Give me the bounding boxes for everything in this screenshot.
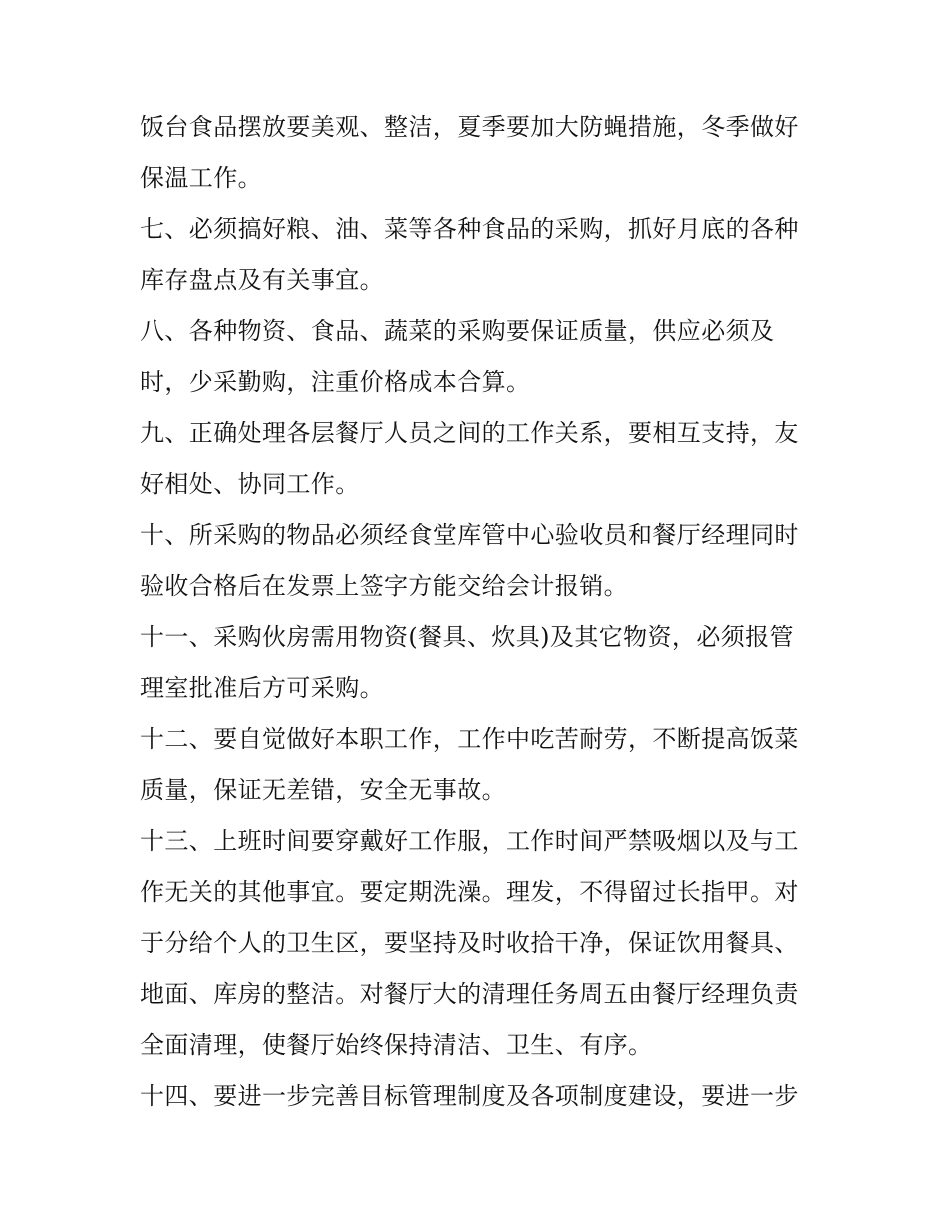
text-line: 时，少采勤购，注重价格成本合算。: [140, 368, 531, 396]
text-line: 十二、要自觉做好本职工作，工作中吃苦耐劳，不断提高饭菜: [140, 725, 799, 753]
text-line: 七、必须搞好粮、油、菜等各种食品的采购，抓好月底的各种: [140, 215, 799, 243]
text-line: 全面清理，使餐厅始终保持清洁、卫生、有序。: [140, 1031, 653, 1059]
text-line: 保温工作。: [140, 164, 262, 192]
text-line: 理室批准后方可采购。: [140, 674, 384, 702]
document-body: [140, 102, 820, 1122]
text-line: 验收合格后在发票上签字方能交给会计报销。: [140, 572, 628, 600]
text-line: 于分给个人的卫生区，要坚持及时收拾干净，保证饮用餐具、: [140, 929, 799, 957]
text-line: 饭台食品摆放要美观、整洁，夏季要加大防蝇措施，冬季做好: [140, 113, 799, 141]
text-line: 十三、上班时间要穿戴好工作服，工作时间严禁吸烟以及与工: [140, 827, 799, 855]
text-line: 十四、要进一步完善目标管理制度及各项制度建设，要进一步: [140, 1082, 799, 1110]
text-line: 地面、库房的整洁。对餐厅大的清理任务周五由餐厅经理负责: [140, 980, 799, 1008]
text-line: 好相处、协同工作。: [140, 470, 360, 498]
text-line: 八、各种物资、食品、蔬菜的采购要保证质量，供应必须及: [140, 317, 775, 345]
text-line: 九、正确处理各层餐厅人员之间的工作关系，要相互支持，友: [140, 419, 799, 447]
text-line: 十一、采购伙房需用物资(餐具、炊具)及其它物资，必须报管: [140, 623, 794, 651]
text-line: 十、所采购的物品必须经食堂库管中心验收员和餐厅经理同时: [140, 521, 799, 549]
text-line: 质量，保证无差错，安全无事故。: [140, 776, 506, 804]
text-line: 库存盘点及有关事宜。: [140, 266, 384, 294]
text-line: 作无关的其他事宜。要定期洗澡。理发，不得留过长指甲。对: [140, 878, 799, 906]
